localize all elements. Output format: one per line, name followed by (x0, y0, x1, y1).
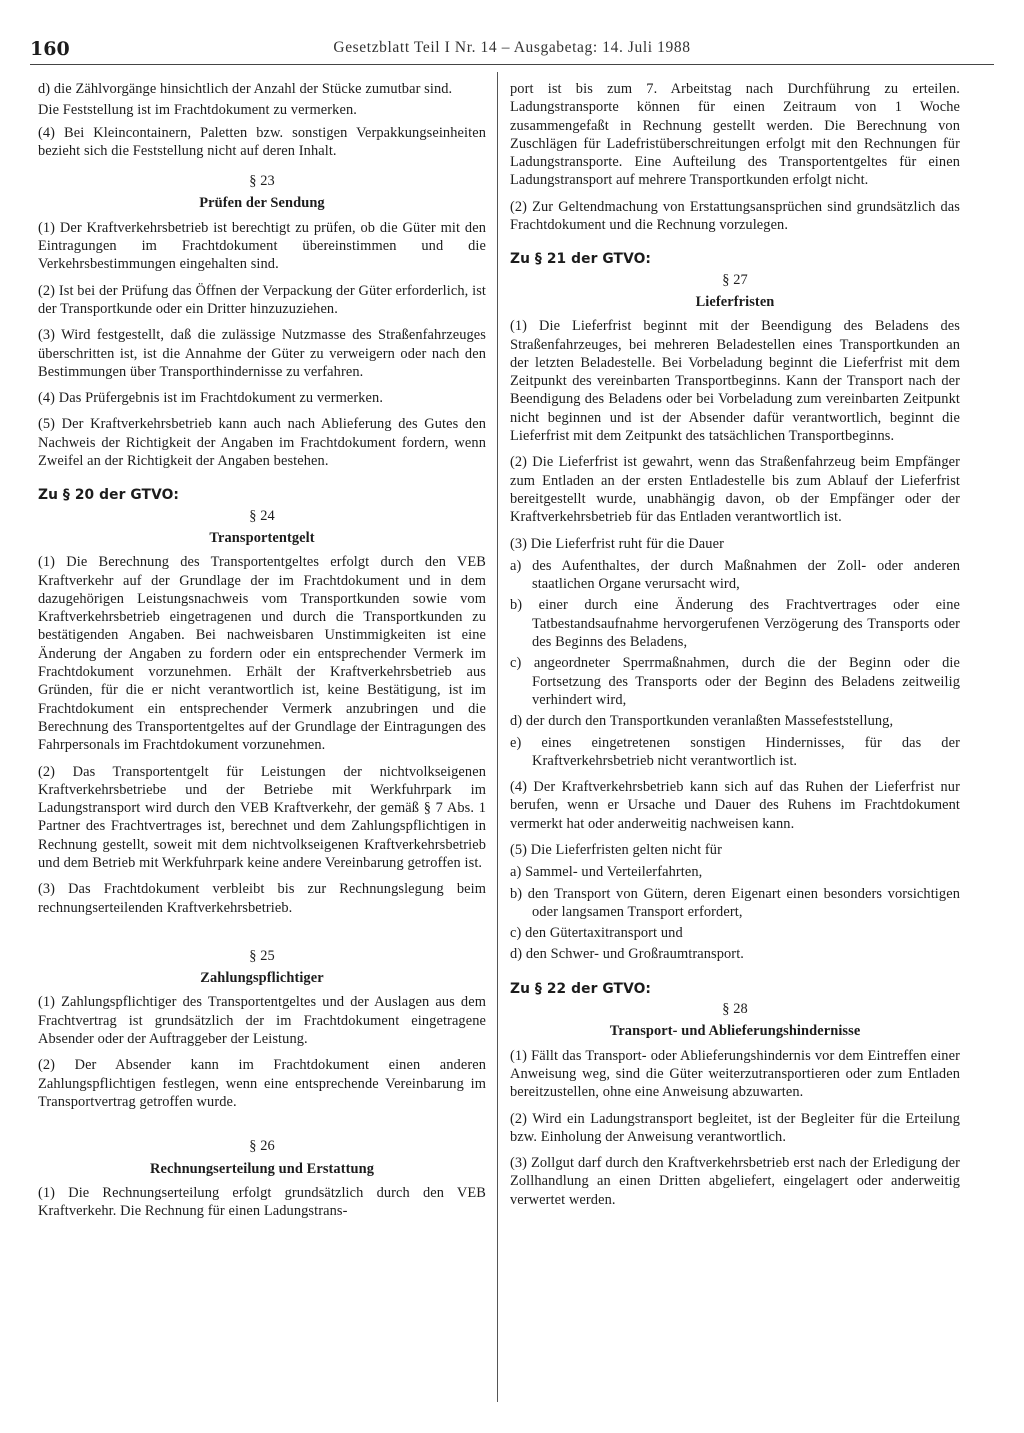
section-title: Transportentgelt (209, 529, 315, 546)
paragraph: (1) Die Lieferfrist beginnt mit der Beendigung des Beladens des Straßenfahrzeuges, bei mehreren Beladestellen eines Transportkunden an der letzten Beladestelle. Bei Vorbeladung beginnt die Lieferfrist mit dem Zeitpunkt des vereinbarten Transportbeginns. Kann der Transport nach der Beendigung des Beladens oder bei Vorbeladung zum vereinbarten Zeitpunkt nicht beginnen und ist der Absender dafür verantwortlich, beginnt die Lieferfrist mit dem Zeitpunkt des tatsächlichen Transportbeginns. (510, 318, 960, 445)
list-item: c) den Gütertaxitransport und (510, 925, 683, 942)
list-item: d) den Schwer- und Großraumtransport. (510, 946, 744, 963)
paragraph: (2) Wird ein Ladungstransport begleitet, ist der Begleiter für die Erteilung bzw. Einholung der Anweisung verantwortlich. (510, 1110, 960, 1145)
list-item: c) angeordneter Sperrmaßnahmen, durch die der Beginn oder die Fortsetzung des Transports oder der Beginn des Beladens zeitweilig verhindert wird, (510, 655, 960, 708)
section-number: § 26 (249, 1138, 275, 1155)
paragraph: (5) Die Lieferfristen gelten nicht für (510, 841, 722, 858)
section-number: § 28 (722, 1001, 748, 1018)
list-item: e) eines eingetretenen sonstigen Hindernisses, für das der Kraftverkehrsbetrieb nicht verantwortlich ist. (510, 734, 960, 769)
section-number: § 23 (249, 173, 275, 190)
paragraph: (2) Der Absender kann im Frachtdokument einen anderen Zahlungspflichtigen festlegen, wenn eine entsprechende Vereinbarung im Transportvertrag getroffen wurde. (38, 1057, 486, 1110)
paragraph: (1) Die Berechnung des Transportentgeltes erfolgt durch den VEB Kraftverkehr auf der Grundlage der im Frachtdokument und in dem dazugehörigen Leistungsnachweis vom Transportkunden sowie vom Kraftverkehrsbetrieb eingetragenen und durch die Transportkunden zu bestätigenden Angaben. Bei nachweisbaren Unstimmigkeiten ist eine Änderung der Angaben zu fordern oder ein entsprechender Vermerk im Frachtdokument vorzunehmen. Erhält der Kraftverkehrsbetrieb aus Gründen, für die er nicht verantwortlich ist, keine Bestätigung, ist im Frachtdokument ein entsprechender Vermerk anzubringen und die Berechnung des Transportentgeltes auf der Grundlage der Eintragungen des Fahrpersonals im Frachtdokument vorzunehmen. (38, 554, 486, 754)
list-item: d) die Zählvorgänge hinsichtlich der Anzahl der Stücke zumutbar sind. (38, 81, 453, 97)
left-column (38, 80, 486, 1228)
section-title: Zahlungspflichtiger (200, 970, 324, 987)
subheading-zu-21: Zu § 21 der GTVO: (510, 251, 652, 268)
paragraph: (4) Der Kraftverkehrsbetrieb kann sich auf das Ruhen der Lieferfrist nur berufen, wenn er Ursache und Dauer des Ruhens im Frachtdokument vermerkt hat oder anderweitig nachweisen kann. (510, 779, 960, 832)
section-title: Transport- und Ablieferungshindernisse (609, 1023, 861, 1040)
list-item: d) der durch den Transportkunden veranlaßten Massefeststellung, (510, 713, 894, 730)
paragraph: (1) Der Kraftverkehrsbetrieb ist berechtigt zu prüfen, ob die Güter mit den Eintragungen im Frachtdokument übereinstimmen und die Verkehrsbestimmungen eingehalten sind. (38, 219, 486, 273)
list-item: a) Sammel- und Verteilerfahrten, (510, 864, 703, 881)
paragraph: port ist bis zum 7. Arbeitstag nach Durchführung zu erteilen. Ladungstransporte können für einen Zeitraum von 1 Woche zusammengefaßt in Rechnung gestellt werden. Die Berechnung von Zuschlägen für Ladefristüberschreitungen erfolgt mit den Rechnungen für Ladungstransporte. Eine Aufteilung des Transportentgeltes für einen Ladungstransport auf mehrere Transportkunden erfolgt nicht. (510, 81, 960, 189)
column-divider (497, 72, 498, 1402)
section-title: Rechnungserteilung und Erstattung (150, 1160, 374, 1177)
page-number: 160 (30, 38, 70, 60)
list-item: b) den Transport von Gütern, deren Eigenart einen besonders vorsichtigen oder langsamen Transport erfordert, (510, 885, 960, 920)
paragraph: Die Feststellung ist im Frachtdokument zu vermerken. (38, 102, 357, 119)
paragraph: (2) Ist bei der Prüfung das Öffnen der Verpackung der Güter erforderlich, ist der Transportkunde oder ein Dritter hinzuzuziehen. (38, 282, 486, 317)
paragraph: (3) Das Frachtdokument verbleibt bis zur Rechnungslegung beim rechnungserteilenden Kraftverkehrsbetrieb. (38, 881, 486, 916)
right-column (510, 80, 960, 1217)
paragraph: (3) Die Lieferfrist ruht für die Dauer (510, 535, 724, 552)
section-number: § 24 (249, 507, 275, 524)
paragraph: (1) Die Rechnungserteilung erfolgt grundsätzlich durch den VEB Kraftverkehr. Die Rechnung für einen Ladungstrans- (38, 1184, 486, 1220)
paragraph: (1) Fällt das Transport- oder Ablieferungshindernis vor dem Eintreffen einer Anweisung weg, sind die Güter weiterzutransportieren oder zum Entladen bereitzustellen, ohne eine Anweisung abzuwarten. (510, 1047, 960, 1101)
paragraph: (2) Die Lieferfrist ist gewahrt, wenn das Straßenfahrzeug beim Empfänger zum Entladen an der ersten Entladestelle bis zum Ablauf der Lieferfrist bereitgestellt wurde, unabhängig davon, ob der Empfänger oder der Kraftverkehrsbetrieb für das Entladen verantwortlich ist. (510, 454, 960, 526)
section-title: Prüfen der Sendung (199, 195, 325, 212)
section-title: Lieferfristen (695, 293, 775, 310)
subheading-zu-22: Zu § 22 der GTVO: (510, 980, 652, 997)
paragraph: (4) Das Prüfergebnis ist im Frachtdokument zu vermerken. (38, 390, 384, 407)
section-number: § 25 (249, 947, 275, 964)
paragraph: (1) Zahlungspflichtiger des Transportentgeltes und der Auslagen aus dem Frachtvertrag ist grundsätzlich der im Frachtdokument eingetragene Absender oder der Auftraggeber der Leistung. (38, 994, 486, 1048)
paragraph: (2) Das Transportentgelt für Leistungen der nichtvolkseigenen Kraftverkehrsbetriebe und der Betriebe mit Werkfuhrpark im Ladungstransport wird durch den VEB Kraftverkehr, der gemäß § 7 Abs. 1 Partner des Frachtvertrages ist, berechnet und dem Zahlungspflichtigen in Rechnung gestellt, soweit mit dem nichtvolkseigenen Kraftverkehrsbetrieb und dem Betrieb mit Werkfuhrpark keine andere Vereinbarung getroffen ist. (38, 763, 486, 871)
paragraph: (5) Der Kraftverkehrsbetrieb kann auch nach Ablieferung des Gutes den Nachweis der Richtigkeit der Angaben im Frachtdokument fordern, wenn Zweifel an der Richtigkeit der Angaben bestehen. (38, 416, 486, 470)
paragraph: (3) Zollgut darf durch den Kraftverkehrsbetrieb erst nach der Erledigung der Zollhandlung an einen Dritten abgeliefert, eingelagert oder anderweitig verwertet werden. (510, 1155, 960, 1208)
subheading-zu-20: Zu § 20 der GTVO: (38, 487, 180, 504)
paragraph: (4) Bei Kleincontainern, Paletten bzw. sonstigen Verpakkungseinheiten bezieht sich die Feststellung nicht auf deren Inhalt. (38, 124, 486, 159)
list-item: a) des Aufenthaltes, der durch Maßnahmen der Zoll- oder anderen staatlichen Organe verursacht wird, (510, 557, 960, 593)
list-item: b) einer durch eine Änderung des Frachtvertrages oder eine Tatbestandsaufnahme hervorgerufenen Verzögerung des Transports oder des Beginns des Beladens, (510, 597, 960, 651)
header-rule (30, 64, 994, 65)
header-title: Gesetzblatt Teil I Nr. 14 – Ausgabetag: 14. Juli 1988 (333, 39, 691, 56)
page-header (0, 38, 1024, 64)
paragraph: (3) Wird festgestellt, daß die zulässige Nutzmasse des Straßenfahrzeuges überschritten ist, ist die Annahme der Güter zu verweigern oder nach den Bestimmungen über Transporthindernisse zu verfahren. (38, 327, 486, 380)
section-number: § 27 (722, 271, 748, 288)
paragraph: (2) Zur Geltendmachung von Erstattungsansprüchen sind grundsätzlich das Frachtdokument und die Rechnung vorzulegen. (510, 198, 960, 234)
